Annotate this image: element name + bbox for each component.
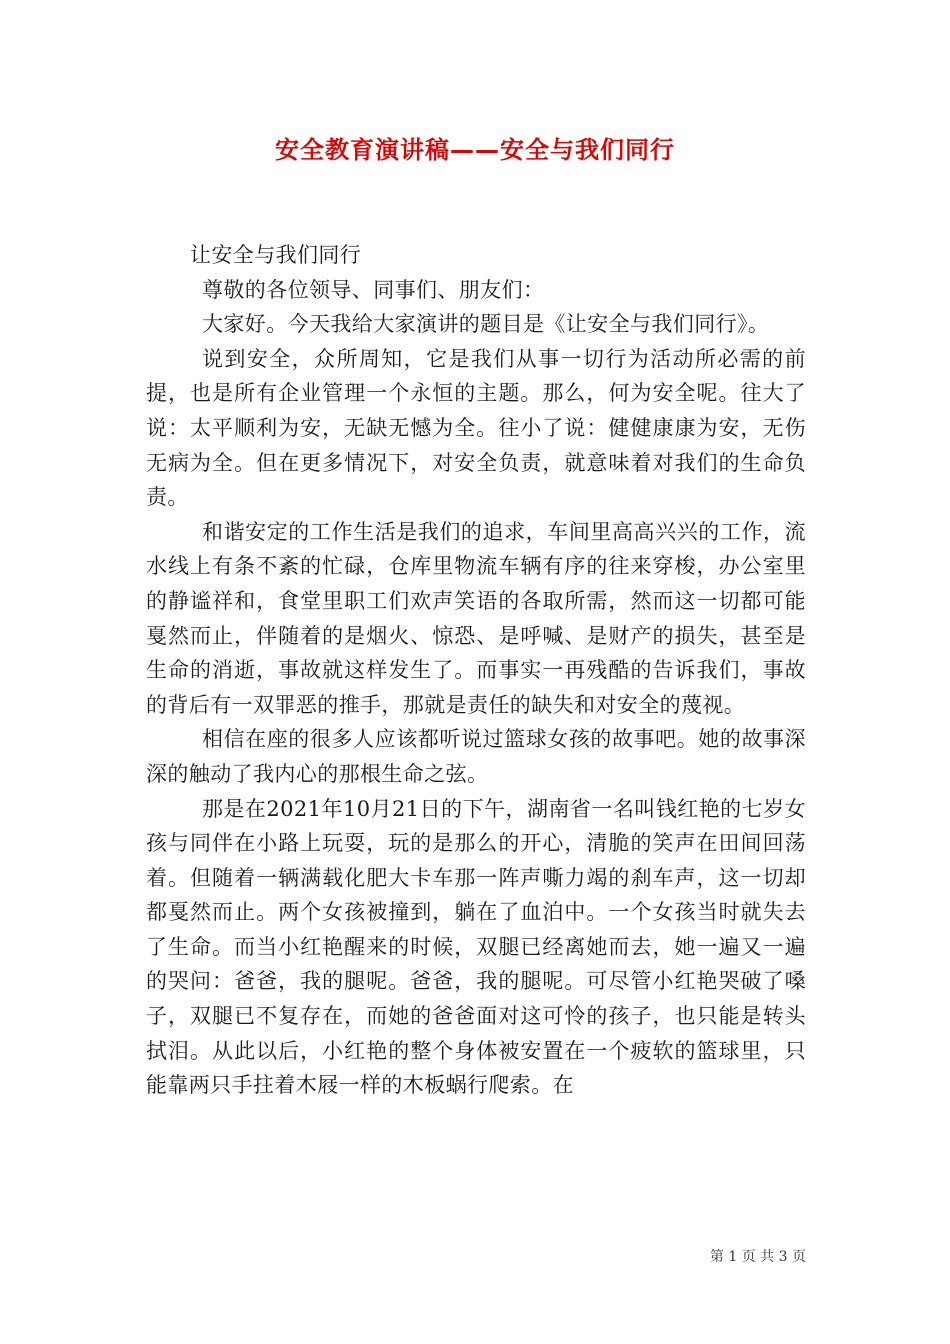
paragraph-story: 那是在2021年10月21日的下午，湖南省一名叫钱红艳的七岁女孩与同伴在小路上玩耍，玩的是那么的开心，清脆的笑声在田间回荡着。但随着一辆满载化肥大卡车那一阵声嘶力竭的刹车声，这一切却都戛然而止。两个女孩被撞到，躺在了血泊中。一个女孩当时就失去了生命。而当小红艳醒来的时候，双腿已经离她而去，她一遍又一遍的哭问：爸爸，我的腿呢。爸爸，我的腿呢。可尽管小红艳哭破了嗓子，双腿已不复存在，而她的爸爸面对这可怜的孩子，也只能是转头拭泪。从此以后，小红艳的整个身体被安置在一个疲软的篮球里，只能靠两只手拄着木屐一样的木板蜗行爬索。在 xyxy=(146,796,806,1098)
paragraph-basketball-girl-intro: 相信在座的很多人应该都听说过篮球女孩的故事吧。她的故事深深的触动了我内心的那根生命之弦。 xyxy=(146,727,806,786)
document-title: 安全教育演讲稿——安全与我们同行 xyxy=(275,136,675,164)
salutation: 尊敬的各位领导、同事们、朋友们： xyxy=(202,277,545,302)
page-number: 第 1 页 共 3 页 xyxy=(709,1249,806,1265)
paragraph-greeting: 大家好。今天我给大家演讲的题目是《让安全与我们同行》。 xyxy=(202,312,770,337)
paragraph-harmony: 和谐安定的工作生活是我们的追求，车间里高高兴兴的工作，流水线上有条不紊的忙碌，仓库里物流车辆有序的往来穿梭，办公室里的静谧祥和，食堂里职工们欢声笑语的各取所需，然而这一切都可能戛然而止，伴随着的是烟火、惊恐、是呼喊、是财产的损失，甚至是生命的消逝，事故就这样发生了。而事实一再残酷的告诉我们，事故的背后有一双罪恶的推手，那就是责任的缺失和对安全的蔑视。 xyxy=(146,519,806,717)
speech-heading: 让安全与我们同行 xyxy=(190,243,362,267)
document-body xyxy=(146,238,806,1103)
paragraph-safety-definition: 说到安全，众所周知，它是我们从事一切行为活动所必需的前提，也是所有企业管理一个永恒的主题。那么，何为安全呢。往大了说：太平顺利为安，无缺无憾为全。往小了说：健健康康为安，无伤无病为全。但在更多情况下，对安全负责，就意味着对我们的生命负责。 xyxy=(146,346,806,510)
